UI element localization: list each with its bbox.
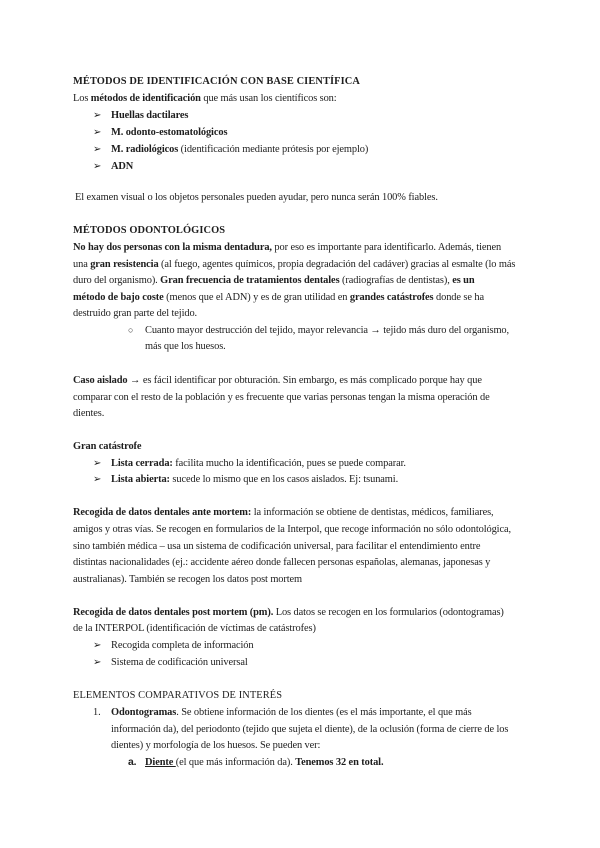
arrow-bullet-icon: ➢: [93, 110, 102, 121]
paragraph-line: destruido gran parte del tejido.: [73, 308, 198, 319]
circle-bullet-icon: ○: [128, 325, 134, 335]
paragraph-line: Caso aislado → es fácil identificar por obturación. Sin embargo, es más complicado porque hay que: [73, 375, 482, 386]
paragraph-line: Recogida de datos dentales post mortem (pm). Los datos se recogen en los formularios (odontogramas): [73, 607, 504, 618]
list-item: Recogida completa de información: [111, 640, 254, 651]
arrow-bullet-icon: ➢: [93, 458, 102, 469]
list-item: M. odonto-estomatológicos: [111, 127, 228, 138]
paragraph-line: dientes.: [73, 408, 105, 419]
list-item: Lista abierta: sucede lo mismo que en los casos aislados. Ej: tsunami.: [111, 474, 399, 485]
paragraph-line: Recogida de datos dentales ante mortem: la información se obtiene de dentistas, médicos, familiares,: [73, 507, 494, 518]
arrow-bullet-icon: ➢: [93, 640, 102, 651]
section-title-comparative-elements: ELEMENTOS COMPARATIVOS DE INTERÉS: [73, 690, 283, 701]
lettered-list-marker: a.: [128, 757, 137, 768]
paragraph-line: una gran resistencia (al fuego, agentes químicos, propia degradación del cadáver) gracias al esmalte (lo más: [73, 259, 516, 270]
paragraph-line: método de bajo coste (menos que el ADN) y es de gran utilidad en grandes catástrofes donde se ha: [73, 292, 484, 303]
paragraph-line: sino también médica – usa un sistema de codificación universal, para facilitar el entendimiento entre: [73, 541, 481, 552]
list-item: Huellas dactilares: [111, 110, 189, 121]
paragraph-line: No hay dos personas con la misma dentadura, por eso es importante para identificarlo. Además, tienen: [73, 242, 502, 253]
paragraph-line: de la INTERPOL (identificación de víctimas de catástrofes): [73, 623, 316, 634]
list-item: Sistema de codificación universal: [111, 657, 248, 668]
paragraph-line: distintas nacionalidades (ej.: accidente aéreo donde fallecen personas españolas, alemanas, japonesas y: [73, 557, 491, 568]
arrow-bullet-icon: ➢: [93, 161, 102, 172]
paragraph-line: australianas). También se recogen los datos post mortem: [73, 574, 303, 585]
sub-list-item: Cuanto mayor destrucción del tejido, mayor relevancia → tejido más duro del organismo,: [145, 325, 510, 336]
list-item: M. radiológicos (identificación mediante prótesis por ejemplo): [111, 144, 369, 155]
paragraph-line: comparar con el resto de la población y es frecuente que varias personas tengan la misma operación de: [73, 392, 490, 403]
numbered-list-marker: 1.: [93, 707, 101, 718]
arrow-bullet-icon: ➢: [93, 657, 102, 668]
list-item: Lista cerrada: facilita mucho la identificación, pues se puede comparar.: [111, 458, 406, 469]
numbered-list-item: Odontogramas. Se obtiene información de los dientes (es el más importante, el que más: [111, 707, 472, 718]
arrow-bullet-icon: ➢: [93, 144, 102, 155]
intro-line: Los métodos de identificación que más usan los científicos son:: [73, 93, 337, 104]
section-title-scientific-methods: MÉTODOS DE IDENTIFICACIÓN CON BASE CIENTÍFICA: [73, 76, 360, 87]
list-item: ADN: [111, 161, 134, 172]
numbered-list-item-continued: información da), del periodonto (tejido que sujeta el diente), de la oclusión (forma de cierre de los: [111, 724, 509, 735]
paragraph-line: duro del organismo). Gran frecuencia de tratamientos dentales (radiografías de dentistas), es un: [73, 275, 475, 286]
arrow-bullet-icon: ➢: [93, 127, 102, 138]
section-title-odontological-methods: MÉTODOS ODONTOLÓGICOS: [73, 225, 226, 236]
numbered-list-item-continued: dientes) y morfología de los huesos. Se pueden ver:: [111, 740, 321, 751]
arrow-bullet-icon: ➢: [93, 474, 102, 485]
sub-list-item-continued: más que los huesos.: [145, 341, 226, 352]
section-title-catastrophe: Gran catástrofe: [73, 441, 142, 452]
note-paragraph: El examen visual o los objetos personales pueden ayudar, pero nunca serán 100% fiables.: [75, 192, 438, 203]
paragraph-line: amigos y otras vías. Se recogen en formularios de la Interpol, que recoge información no sólo odontológica,: [73, 524, 511, 535]
lettered-list-item: Diente (el que más información da). Tenemos 32 en total.: [145, 757, 384, 768]
